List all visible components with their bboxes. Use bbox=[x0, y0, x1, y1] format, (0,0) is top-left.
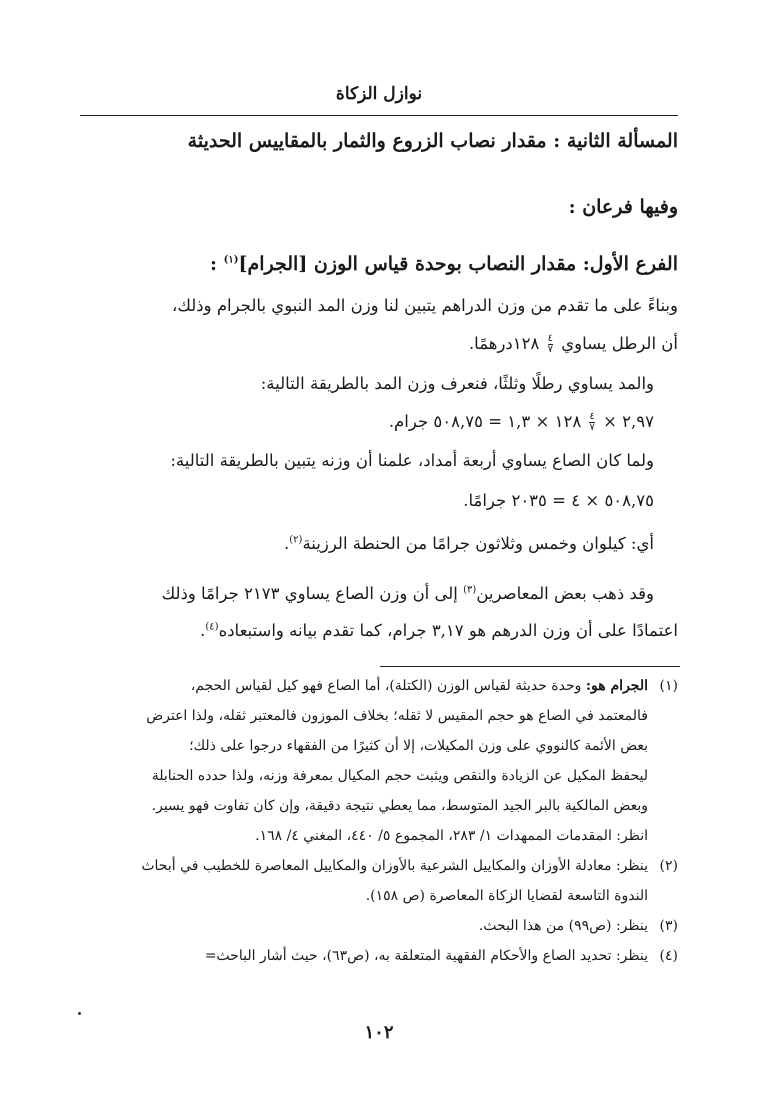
eq1-part-b: ١٢٨ × ١,٣ = ٥٠٨,٧٥ جرام. bbox=[388, 412, 582, 431]
branch1-heading-text: الفرع الأول: مقدار النصاب بوحدة قياس الوزن [الجرام] bbox=[238, 253, 678, 275]
footnote-1-line-1 bbox=[70, 678, 678, 694]
footnote-4-line-1 bbox=[70, 948, 678, 964]
footnote-1-term: الجرام هو: bbox=[585, 678, 648, 694]
equation-1 bbox=[70, 412, 654, 433]
fraction-denominator: ٧ bbox=[547, 344, 553, 355]
paragraph-1-line-2 bbox=[70, 334, 678, 355]
footnote-1-line-3: بعض الأئمة كالنووي على وزن المكيلات، إلا أن كثيرًا من الفقهاء درجوا على ذلك؛ bbox=[189, 738, 648, 754]
p4-text: أي: كيلوان وخمس وثلاثون جرامًا من الحنطة الرزينة bbox=[302, 534, 654, 553]
footnote-3-number: (٣) bbox=[659, 918, 678, 934]
eq1-fraction-numerator: ٤ bbox=[589, 411, 595, 422]
footnote-separator bbox=[380, 666, 680, 667]
paragraph-1-line-1: وبناءً على ما تقدم من وزن الدراهم يتبين لنا وزن المد النبوي بالجرام وذلك، bbox=[172, 296, 678, 315]
stray-mark bbox=[78, 1012, 81, 1015]
fraction-four-sevenths bbox=[548, 334, 553, 355]
footnote-1-line-5: وبعض المالكية بالبر الجيد المتوسط، مما يعطي نتيجة دقيقة، وإن كان تفاوت فهو يسير. bbox=[151, 798, 648, 814]
paragraph-4 bbox=[70, 534, 654, 553]
header-rule bbox=[80, 115, 678, 116]
page-number: ١٠٢ bbox=[364, 1022, 394, 1043]
branch1-heading-colon: : bbox=[210, 253, 218, 275]
paragraph-2: والمد يساوي رطلًا وثلثًا، فنعرف وزن المد بالطريقة التالية: bbox=[260, 374, 654, 393]
footnote-ref-4[interactable]: (٤) bbox=[205, 621, 219, 633]
branch1-heading bbox=[70, 253, 678, 275]
footnote-2-number: (٢) bbox=[659, 858, 678, 874]
branches-intro: وفيها فرعان : bbox=[568, 196, 678, 218]
fraction-numerator: ٤ bbox=[547, 333, 553, 344]
eq1-fraction-denominator: ٧ bbox=[589, 422, 595, 433]
footnote-4-text: ينظر: تحديد الصاع والأحكام الفقهية المتعلقة به، (ص٦٣)، حيث أشار الباحث= bbox=[204, 948, 648, 964]
paragraph-3: ولما كان الصاع يساوي أربعة أمداد، علمنا أن وزنه يتبين بالطريقة التالية: bbox=[170, 451, 654, 470]
p1-l2-pre: أن الرطل يساوي bbox=[561, 334, 678, 353]
p5-l1-a: وقد ذهب بعض المعاصرين bbox=[476, 584, 654, 603]
p5-l2-text: اعتمادًا على أن وزن الدرهم هو ٣,١٧ جرام، كما تقدم بيانه واستبعاده bbox=[218, 621, 678, 640]
footnote-ref-2[interactable]: (٢) bbox=[289, 534, 303, 546]
paragraph-5-line-1 bbox=[70, 584, 654, 603]
equation-2: ٥٠٨,٧٥ × ٤ = ٢٠٣٥ جرامًا. bbox=[463, 491, 654, 510]
footnote-2-text: ينظر: معادلة الأوزان والمكاييل الشرعية بالأوزان والمكاييل المعاصرة للخطيب في أبحاث bbox=[141, 858, 648, 874]
footnote-3-text: ينظر: (ص٩٩) من هذا البحث. bbox=[478, 918, 648, 934]
footnote-ref-3[interactable]: (٣) bbox=[463, 584, 477, 596]
footnote-1-line-4: ليحفظ المكيل عن الزيادة والنقص ويثبت حجم المكيال بمعرفة وزنه، ولذا حدده الحنابلة bbox=[151, 768, 648, 784]
running-header: نوازل الزكاة bbox=[335, 84, 423, 104]
section-heading: المسألة الثانية : مقدار نصاب الزروع والثمار بالمقاييس الحديثة bbox=[187, 130, 678, 152]
footnote-1-number: (١) bbox=[659, 678, 678, 694]
eq1-part-a: ٢,٩٧ × bbox=[603, 412, 654, 431]
footnote-1-line-6: انظر: المقدمات الممهدات ١/ ٢٨٣، المجموع ٥/ ٤٤٠، المغني ٤/ ١٦٨. bbox=[255, 828, 648, 844]
footnote-1-text: وحدة حديثة لقياس الوزن (الكتلة)، أما الصاع فهو كيل لقياس الحجم، bbox=[190, 678, 586, 694]
eq1-fraction bbox=[589, 412, 594, 433]
footnote-1-line-2: فالمعتمد في الصاع هو حجم المقيس لا ثقله؛ بخلاف الموزون فالمعتبر ثقله، ولذا اعترض bbox=[146, 708, 648, 724]
footnote-3-line-1 bbox=[70, 918, 678, 934]
paragraph-5-line-2 bbox=[70, 621, 678, 640]
footnote-ref-1[interactable]: (١) bbox=[223, 254, 239, 266]
p4-end: . bbox=[284, 534, 290, 553]
footnote-4-number: (٤) bbox=[659, 948, 678, 964]
p5-l2-end: . bbox=[200, 621, 206, 640]
footnote-2-line-1 bbox=[70, 858, 678, 874]
footnote-2-line-2: الندوة التاسعة لقضايا الزكاة المعاصرة (ص ١٥٨). bbox=[365, 888, 648, 904]
p1-l2-post: ١٢٨درهمًا. bbox=[468, 334, 540, 353]
p5-l1-b: إلى أن وزن الصاع يساوي ٢١٧٣ جرامًا وذلك bbox=[161, 584, 464, 603]
